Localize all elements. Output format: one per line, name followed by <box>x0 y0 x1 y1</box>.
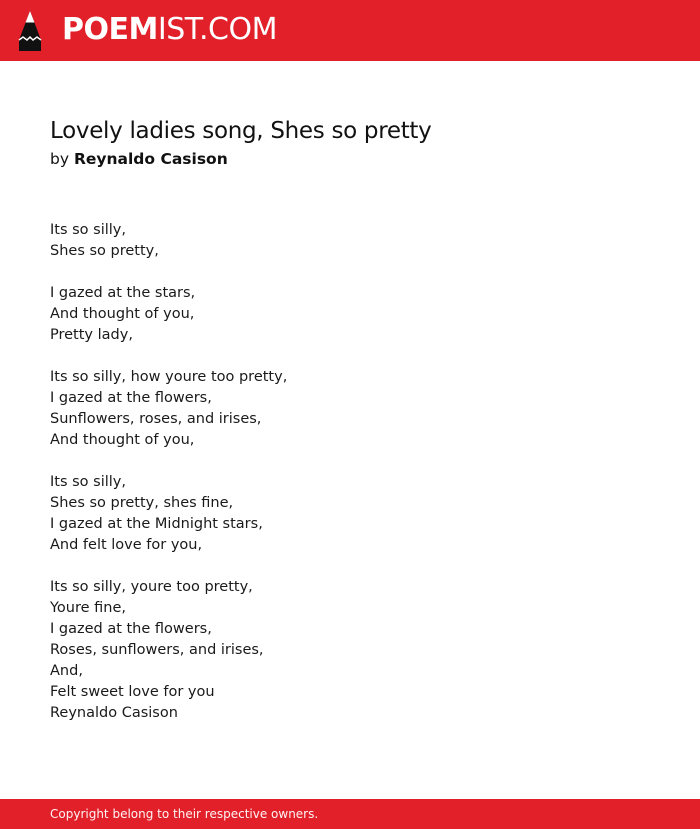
poem-line: Shes so pretty, shes fine, <box>50 495 234 511</box>
poem-line: I gazed at the Midnight stars, <box>50 516 263 532</box>
stanza <box>50 472 650 556</box>
logo-text-bold: POEM <box>62 12 158 47</box>
poem-line: Pretty lady, <box>50 327 133 343</box>
poem-line: And, <box>50 663 83 679</box>
poem-line: Its so silly, how youre too pretty, <box>50 369 288 385</box>
stanza <box>50 220 650 262</box>
poem-line: Sunflowers, roses, and irises, <box>50 411 262 427</box>
poem-line: Its so silly, <box>50 222 126 238</box>
poem-line: Reynaldo Casison <box>50 705 178 721</box>
poem-line: Youre fine, <box>50 600 127 616</box>
poem-title: Lovely ladies song, Shes so pretty <box>50 118 432 144</box>
author-name: Reynaldo Casison <box>73 150 228 168</box>
stanza <box>50 577 650 724</box>
site-footer <box>0 799 700 829</box>
poem-line: I gazed at the stars, <box>50 285 196 301</box>
stanza <box>50 367 650 451</box>
poem-line: Felt sweet love for you <box>50 684 215 700</box>
poem-line: I gazed at the flowers, <box>50 621 212 637</box>
poem-line: Roses, sunflowers, and irises, <box>50 642 264 658</box>
poem-line: Shes so pretty, <box>50 243 159 259</box>
poem-line: Its so silly, youre too pretty, <box>50 579 253 595</box>
poem-content <box>50 114 650 724</box>
poem-line: I gazed at the flowers, <box>50 390 212 406</box>
copyright-notice: Copyright belong to their respective owners. <box>50 807 319 821</box>
poem-line: Its so silly, <box>50 474 126 490</box>
poem-line: And thought of you, <box>50 432 195 448</box>
pencil-tip-icon[interactable] <box>17 10 43 52</box>
poem-body <box>50 220 650 724</box>
by-label: by <box>50 150 70 168</box>
logo-text-light: IST.COM <box>157 12 277 47</box>
site-logo[interactable] <box>62 11 277 49</box>
site-header <box>0 0 700 61</box>
poem-line: And felt love for you, <box>50 537 203 553</box>
stanza <box>50 283 650 346</box>
poem-line: And thought of you, <box>50 306 195 322</box>
byline <box>50 148 650 170</box>
